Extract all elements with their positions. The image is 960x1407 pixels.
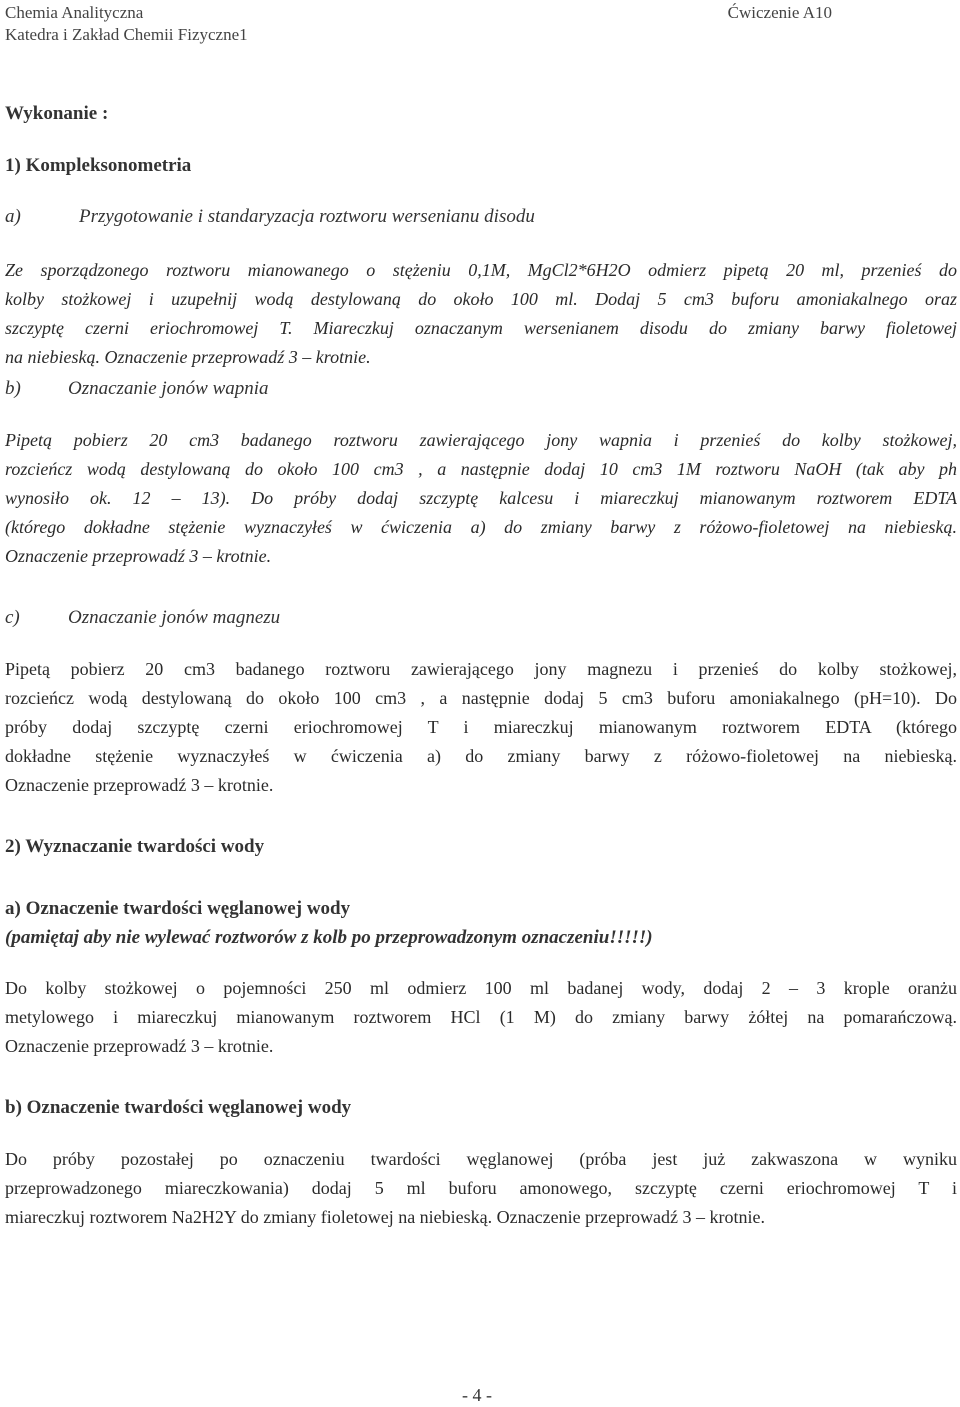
section1c-title: Oznaczanie jonów magnezu	[68, 607, 281, 628]
section1c-line-4: dokładne stężenie wyznaczyłeś w ćwiczenia a) do zmiany barwy z różowo-fioletowej na niebieską.	[5, 746, 957, 766]
exercise-label: Ćwiczenie A10	[727, 3, 832, 22]
section2a-line-2: metylowego i miareczkuj mianowanym roztworem HCl (1 M) do zmiany barwy żółtej na pomarańczową.	[5, 1007, 957, 1027]
section1c-line-1: Pipetą pobierz 20 cm3 badanego roztworu zawierającego jony magnezu i przenieś do kolby stożkowej,	[5, 659, 957, 679]
department-name: Katedra i Zakład Chemii Fizyczne1	[5, 25, 248, 44]
section1b-label: b)	[5, 378, 21, 399]
section2b-line-2: przeprowadzonego miareczkowania) dodaj 5 ml buforu amonowego, szczyptę czerni eriochromowej T i	[5, 1178, 957, 1198]
section1b-line-2: rozcieńcz wodą destylowaną do około 100 cm3 , a następnie dodaj 10 cm3 1M roztworu NaOH (tak aby ph	[5, 459, 957, 479]
section1-title: 1) Kompleksonometria	[5, 155, 192, 176]
section2a-line-1: Do kolby stożkowej o pojemności 250 ml odmierz 100 ml badanej wody, dodaj 2 – 3 krople oranżu	[5, 978, 957, 998]
course-name: Chemia Analityczna	[5, 3, 144, 22]
heading-wykonanie: Wykonanie :	[5, 103, 109, 124]
section2b-line-1: Do próby pozostałej po oznaczeniu twardości węglanowej (próba jest już zakwaszona w wyniku	[5, 1149, 957, 1169]
section1a-label: a)	[5, 206, 21, 227]
page-number: - 4 -	[462, 1385, 492, 1405]
section1c-line-3: próby dodaj szczyptę czerni eriochromowej T i miareczkuj mianowanym roztworem EDTA (którego	[5, 717, 957, 737]
section1a-title: Przygotowanie i standaryzacja roztworu wersenianu disodu	[79, 206, 535, 227]
section1c-line-5: Oznaczenie przeprowadź 3 – krotnie.	[5, 775, 274, 795]
section2a-title: a) Oznaczenie twardości węglanowej wody	[5, 898, 351, 919]
section1a-line-1: Ze sporządzonego roztworu mianowanego o stężeniu 0,1M, MgCl2*6H2O odmierz pipetą 20 ml, przenieś do	[5, 260, 957, 280]
section1b-line-1: Pipetą pobierz 20 cm3 badanego roztworu zawierającego jony wapnia i przenieś do kolby stożkowej,	[5, 430, 957, 450]
section1c-label: c)	[5, 607, 20, 628]
section1a-line-3: szczyptę czerni eriochromowej T. Miareczkuj oznaczanym wersenianem disodu do zmiany barwy fioletowej	[5, 318, 957, 338]
section1a-line-4: na niebieską. Oznaczenie przeprowadź 3 – krotnie.	[5, 347, 371, 367]
section1c-line-2: rozcieńcz wodą destylowaną do około 100 cm3 , a następnie dodaj 5 cm3 buforu amoniakalnego (pH=10). Do	[5, 688, 957, 708]
section2a-warning: (pamiętaj aby nie wylewać roztworów z kolb po przeprowadzonym oznaczeniu!!!!!)	[5, 927, 653, 948]
section1b-line-3: wynosiło ok. 12 – 13). Do próby dodaj szczyptę kalcesu i miareczkuj mianowanym roztworem EDTA	[5, 488, 957, 508]
section1a-line-2: kolby stożkowej i uzupełnij wodą destylowaną do około 100 ml. Dodaj 5 cm3 buforu amoniakalnego oraz	[5, 289, 957, 309]
section1b-title: Oznaczanie jonów wapnia	[68, 378, 269, 399]
section2-title: 2) Wyznaczanie twardości wody	[5, 836, 265, 857]
section2b-line-3: miareczkuj roztworem Na2H2Y do zmiany fioletowej na niebieską. Oznaczenie przeprowadź 3 – krotnie.	[5, 1207, 766, 1227]
section1b-line-5: Oznaczenie przeprowadź 3 – krotnie.	[5, 546, 272, 566]
page-header-left	[5, 2, 248, 46]
section2a-line-3: Oznaczenie przeprowadź 3 – krotnie.	[5, 1036, 274, 1056]
section1b-line-4: (którego dokładne stężenie wyznaczyłeś w ćwiczenia a) do zmiany barwy z różowo-fioletowej na niebieską.	[5, 517, 957, 537]
section2b-title: b) Oznaczenie twardości węglanowej wody	[5, 1097, 352, 1118]
